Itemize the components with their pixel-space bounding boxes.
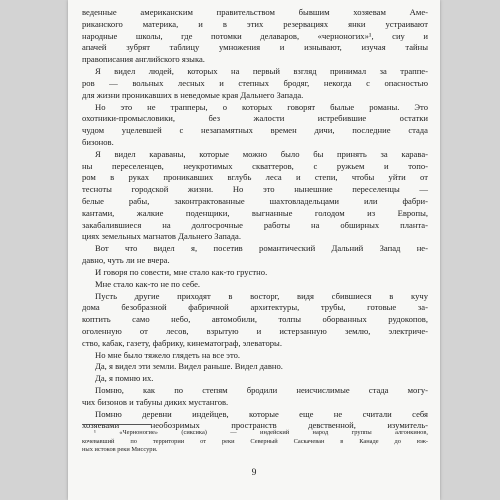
text-line: ны переселенцев, неукротимых скваттеров, с ружьем и топо- (82, 160, 428, 171)
text-line: риканского материка, и в этих резервациях янки устраивают (82, 18, 428, 29)
text-line: Вот что видел я, посетив романтический Дальний Запад не- (95, 243, 428, 254)
footnote-separator (82, 424, 152, 425)
text-line: Мне стало как-то не по себе. (95, 278, 201, 289)
page-number: 9 (251, 467, 257, 478)
text-line: И говоря по совести, мне стало как-то грустно. (95, 266, 268, 277)
text-line: кантами, жалкие поденщики, выгнанные голодом из Европы, (82, 207, 428, 218)
footnote-line: ¹ «Черноногие» (сиксика) — индейский народ группы алгонкинов, (94, 429, 428, 436)
text-line: Помню деревни индейцев, которые еще не считали себя (95, 408, 428, 419)
book-page (68, 0, 440, 500)
text-line: хозяевами необозримых пространств девственной, изумитель- (82, 420, 428, 431)
text-line: коптить само небо, автомобили, толпы оборванных рудокопов, (82, 314, 428, 325)
text-line: закабалившиеся на долгосрочные работы на обширных планта- (82, 219, 428, 230)
text-line: для жизни проникавших в неведомые края Дальнего Запада. (82, 89, 304, 100)
text-line: охотники-промысловики, без жалости истребившие остатки (82, 113, 428, 124)
text-line: Но это не трапперы, о которых говорят былые романы. Это (95, 101, 428, 112)
text-line: веденные американским правительством бывшим хозяевам Аме- (82, 7, 428, 17)
text-line: народные школы, где потомки делаваров, «черноногих»¹, сиу и (82, 30, 428, 41)
text-line: Да, я видел эти земли. Видел раньше. Видел давно. (95, 361, 283, 372)
text-line: дома безобразной фабричной архитектуры, трубы, готовые за- (82, 302, 428, 313)
text-line: белые рабы, законтрактованные шахтовладельцами или фабри- (82, 196, 428, 206)
text-line: Я видел людей, которых на первый взгляд принимал за траппе- (95, 66, 428, 77)
text-line: тесноты городской жизни. Но это нынешние переселенцы — (82, 184, 428, 195)
text-line: Пусть другие приходят в восторг, видя сбившиеся в кучу (95, 290, 428, 301)
text-line: Помню, как по степям бродили неисчислимые стада могу- (95, 385, 428, 395)
text-line: оголенную от лесов, взрытую и истерзанную землю, электриче- (82, 325, 428, 336)
text-line: ство, кабак, газету, фабрику, кинематограф, элеваторы. (82, 337, 282, 348)
text-line: Да, я помню их. (95, 373, 154, 384)
text-line: чудом уцелевшей с незапамятных времен дичи, последние стада (82, 125, 428, 136)
text-line: ров — вольных лесных и степных бродяг, некогда с опасностью (82, 77, 428, 88)
text-line: правописания английского языка. (82, 54, 205, 65)
footnote (82, 429, 428, 455)
footnote-line: ных истоков реки Миссури. (82, 446, 158, 454)
text-line: ром в руках проникавших вглубь леса и степи, чтобы уйти от (82, 172, 428, 183)
body-text (82, 7, 428, 432)
text-line: апачей зубрят таблицу умножения и изнывают, изучая тайны (82, 42, 428, 53)
text-line: чих бизонов и табуны диких мустангов. (82, 396, 229, 407)
text-line: Но мне было тяжело глядеть на все это. (95, 349, 241, 360)
text-line: циях земельных магнатов Дальнего Запада. (82, 231, 242, 242)
text-line: давно, чуть ли не вчера. (82, 255, 170, 266)
text-line: Я видел караваны, которые можно было бы принять за карава- (95, 148, 428, 159)
footnote-line: кочевавший по территории от реки Северный Саскачеван в Канаде до юж- (82, 437, 428, 445)
text-line: бизонов. (82, 136, 114, 147)
